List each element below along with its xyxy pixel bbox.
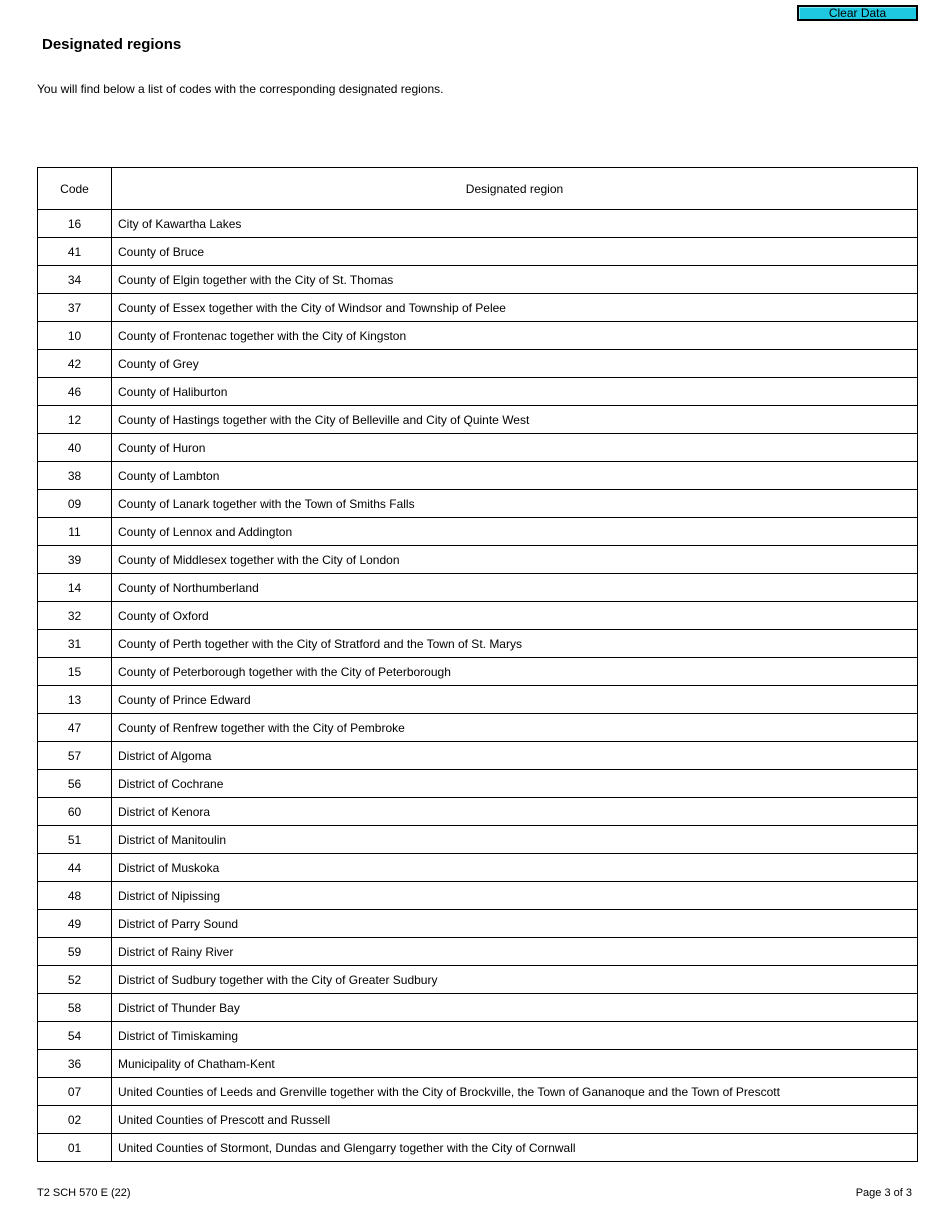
region-name: District of Thunder Bay	[112, 994, 918, 1022]
table-row	[38, 350, 918, 378]
region-name: District of Manitoulin	[112, 826, 918, 854]
table-row	[38, 210, 918, 238]
region-name: Municipality of Chatham-Kent	[112, 1050, 918, 1078]
table-row	[38, 546, 918, 574]
region-code: 07	[38, 1078, 112, 1106]
column-header-region: Designated region	[112, 168, 918, 210]
region-code: 32	[38, 602, 112, 630]
region-code: 42	[38, 350, 112, 378]
table-row	[38, 1050, 918, 1078]
region-name: County of Haliburton	[112, 378, 918, 406]
region-name: District of Muskoka	[112, 854, 918, 882]
region-name: County of Frontenac together with the City of Kingston	[112, 322, 918, 350]
table-row	[38, 742, 918, 770]
table-row	[38, 1022, 918, 1050]
region-code: 12	[38, 406, 112, 434]
region-name: County of Bruce	[112, 238, 918, 266]
table-row	[38, 1078, 918, 1106]
region-name: County of Essex together with the City of Windsor and Township of Pelee	[112, 294, 918, 322]
region-code: 41	[38, 238, 112, 266]
table-body	[38, 210, 918, 1162]
region-code: 16	[38, 210, 112, 238]
region-name: County of Lanark together with the Town of Smiths Falls	[112, 490, 918, 518]
table-row	[38, 406, 918, 434]
region-code: 51	[38, 826, 112, 854]
region-name: District of Nipissing	[112, 882, 918, 910]
region-name: County of Hastings together with the City of Belleville and City of Quinte West	[112, 406, 918, 434]
region-name: District of Kenora	[112, 798, 918, 826]
region-name: County of Prince Edward	[112, 686, 918, 714]
region-name: County of Renfrew together with the City of Pembroke	[112, 714, 918, 742]
region-code: 40	[38, 434, 112, 462]
region-code: 09	[38, 490, 112, 518]
region-code: 14	[38, 574, 112, 602]
region-name: County of Lambton	[112, 462, 918, 490]
region-code: 57	[38, 742, 112, 770]
region-name: County of Lennox and Addington	[112, 518, 918, 546]
region-code: 58	[38, 994, 112, 1022]
region-name: District of Parry Sound	[112, 910, 918, 938]
table-row	[38, 462, 918, 490]
region-code: 59	[38, 938, 112, 966]
region-code: 60	[38, 798, 112, 826]
table-row	[38, 938, 918, 966]
table-row	[38, 630, 918, 658]
region-code: 37	[38, 294, 112, 322]
region-name: District of Rainy River	[112, 938, 918, 966]
region-name: United Counties of Prescott and Russell	[112, 1106, 918, 1134]
region-name: County of Perth together with the City of Stratford and the Town of St. Marys	[112, 630, 918, 658]
table-row	[38, 854, 918, 882]
table-row	[38, 378, 918, 406]
table-row	[38, 966, 918, 994]
region-code: 47	[38, 714, 112, 742]
table-row	[38, 910, 918, 938]
page-title: Designated regions	[42, 36, 182, 53]
region-code: 15	[38, 658, 112, 686]
region-code: 56	[38, 770, 112, 798]
region-code: 44	[38, 854, 112, 882]
region-name: County of Middlesex together with the City of London	[112, 546, 918, 574]
table-row	[38, 322, 918, 350]
table-row	[38, 1134, 918, 1162]
region-name: United Counties of Leeds and Grenville together with the City of Brockville, the Town of Gananoque and the Town of Prescott	[112, 1078, 918, 1106]
table-header-row	[38, 168, 918, 210]
table-row	[38, 882, 918, 910]
region-code: 46	[38, 378, 112, 406]
table-row	[38, 798, 918, 826]
form-identifier: T2 SCH 570 E (22)	[37, 1187, 131, 1199]
region-name: District of Sudbury together with the City of Greater Sudbury	[112, 966, 918, 994]
designated-regions-table	[37, 167, 918, 1162]
region-code: 10	[38, 322, 112, 350]
intro-text: You will find below a list of codes with the corresponding designated regions.	[37, 82, 444, 96]
region-name: County of Elgin together with the City of St. Thomas	[112, 266, 918, 294]
table-row	[38, 1106, 918, 1134]
region-code: 48	[38, 882, 112, 910]
region-name: County of Northumberland	[112, 574, 918, 602]
table-row	[38, 574, 918, 602]
column-header-code: Code	[38, 168, 112, 210]
clear-data-button[interactable]: Clear Data	[797, 5, 918, 21]
table-row	[38, 994, 918, 1022]
region-code: 01	[38, 1134, 112, 1162]
region-name: United Counties of Stormont, Dundas and Glengarry together with the City of Cornwall	[112, 1134, 918, 1162]
region-code: 11	[38, 518, 112, 546]
table-row	[38, 826, 918, 854]
region-code: 13	[38, 686, 112, 714]
table-row	[38, 714, 918, 742]
table-row	[38, 602, 918, 630]
region-code: 49	[38, 910, 112, 938]
region-name: District of Algoma	[112, 742, 918, 770]
table-row	[38, 294, 918, 322]
region-code: 52	[38, 966, 112, 994]
region-name: County of Huron	[112, 434, 918, 462]
region-name: County of Grey	[112, 350, 918, 378]
region-code: 38	[38, 462, 112, 490]
table-row	[38, 490, 918, 518]
region-code: 36	[38, 1050, 112, 1078]
region-name: District of Cochrane	[112, 770, 918, 798]
table-row	[38, 770, 918, 798]
region-code: 02	[38, 1106, 112, 1134]
region-name: District of Timiskaming	[112, 1022, 918, 1050]
region-name: County of Oxford	[112, 602, 918, 630]
page-number: Page 3 of 3	[855, 1187, 912, 1199]
table-row	[38, 518, 918, 546]
region-code: 31	[38, 630, 112, 658]
region-code: 54	[38, 1022, 112, 1050]
region-name: City of Kawartha Lakes	[112, 210, 918, 238]
table-row	[38, 686, 918, 714]
region-code: 34	[38, 266, 112, 294]
region-name: County of Peterborough together with the City of Peterborough	[112, 658, 918, 686]
table-row	[38, 238, 918, 266]
region-code: 39	[38, 546, 112, 574]
table-row	[38, 266, 918, 294]
table-row	[38, 434, 918, 462]
table-row	[38, 658, 918, 686]
